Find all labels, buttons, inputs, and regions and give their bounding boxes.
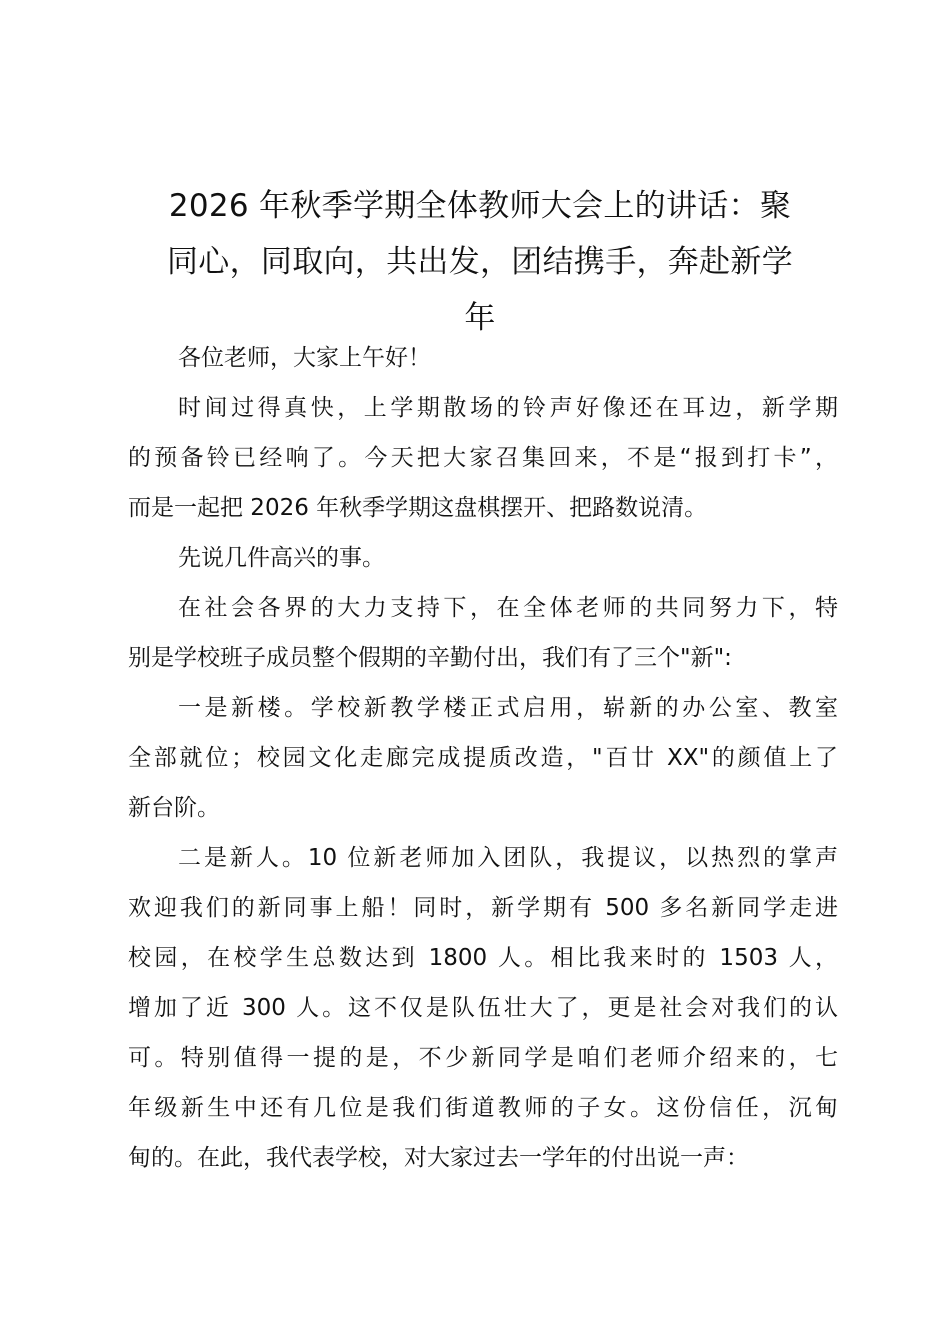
text-line: 别是学校班子成员整个假期的辛勤付出，我们有了三个"新": — [128, 645, 732, 671]
text-line: 先说几件高兴的事。 — [178, 545, 385, 571]
text-line: 一是新楼。学校新教学楼正式启用，崭新的办公室、教室 — [178, 695, 838, 721]
title-line: 年 — [464, 300, 496, 336]
text-line: 各位老师，大家上午好！ — [178, 345, 431, 371]
text-line: 新台阶。 — [128, 795, 220, 821]
text-line: 年级新生中还有几位是我们街道教师的子女。这份信任，沉甸 — [128, 1095, 838, 1121]
document-title — [120, 178, 840, 346]
paragraph-good-news-intro — [128, 533, 838, 583]
text-line: 全部就位；校园文化走廊完成提质改造，"百廿 XX"的颜值上了 — [128, 745, 838, 771]
text-line: 的预备铃已经响了。今天把大家召集回来，不是“报到打卡”， — [128, 445, 838, 471]
text-line: 二是新人。10 位新老师加入团队，我提议，以热烈的掌声 — [178, 845, 838, 871]
title-line: 2026 年秋季学期全体教师大会上的讲话：聚 — [168, 188, 792, 224]
text-line: 而是一起把 2026 年秋季学期这盘棋摆开、把路数说清。 — [128, 495, 708, 521]
text-line: 可。特别值得一提的是，不少新同学是咱们老师介绍来的，七 — [128, 1045, 838, 1071]
text-line: 增加了近 300 人。这不仅是队伍壮大了，更是社会对我们的认 — [128, 995, 838, 1021]
paragraph-greeting — [128, 333, 838, 383]
text-line: 甸的。在此，我代表学校，对大家过去一学年的付出说一声： — [128, 1145, 749, 1171]
text-line: 校园，在校学生总数达到 1800 人。相比我来时的 1503 人， — [128, 945, 838, 971]
paragraph-opening — [128, 383, 838, 533]
paragraph-three-new — [128, 583, 838, 683]
paragraph-new-people — [128, 833, 838, 1183]
text-line: 欢迎我们的新同事上船！同时，新学期有 500 多名新同学走进 — [128, 895, 838, 921]
text-line: 时间过得真快，上学期散场的铃声好像还在耳边，新学期 — [178, 395, 838, 421]
document-body — [128, 333, 838, 1183]
paragraph-new-building — [128, 683, 838, 833]
title-line: 同心，同取向，共出发，团结携手，奔赴新学 — [167, 244, 793, 280]
text-line: 在社会各界的大力支持下，在全体老师的共同努力下，特 — [178, 595, 838, 621]
